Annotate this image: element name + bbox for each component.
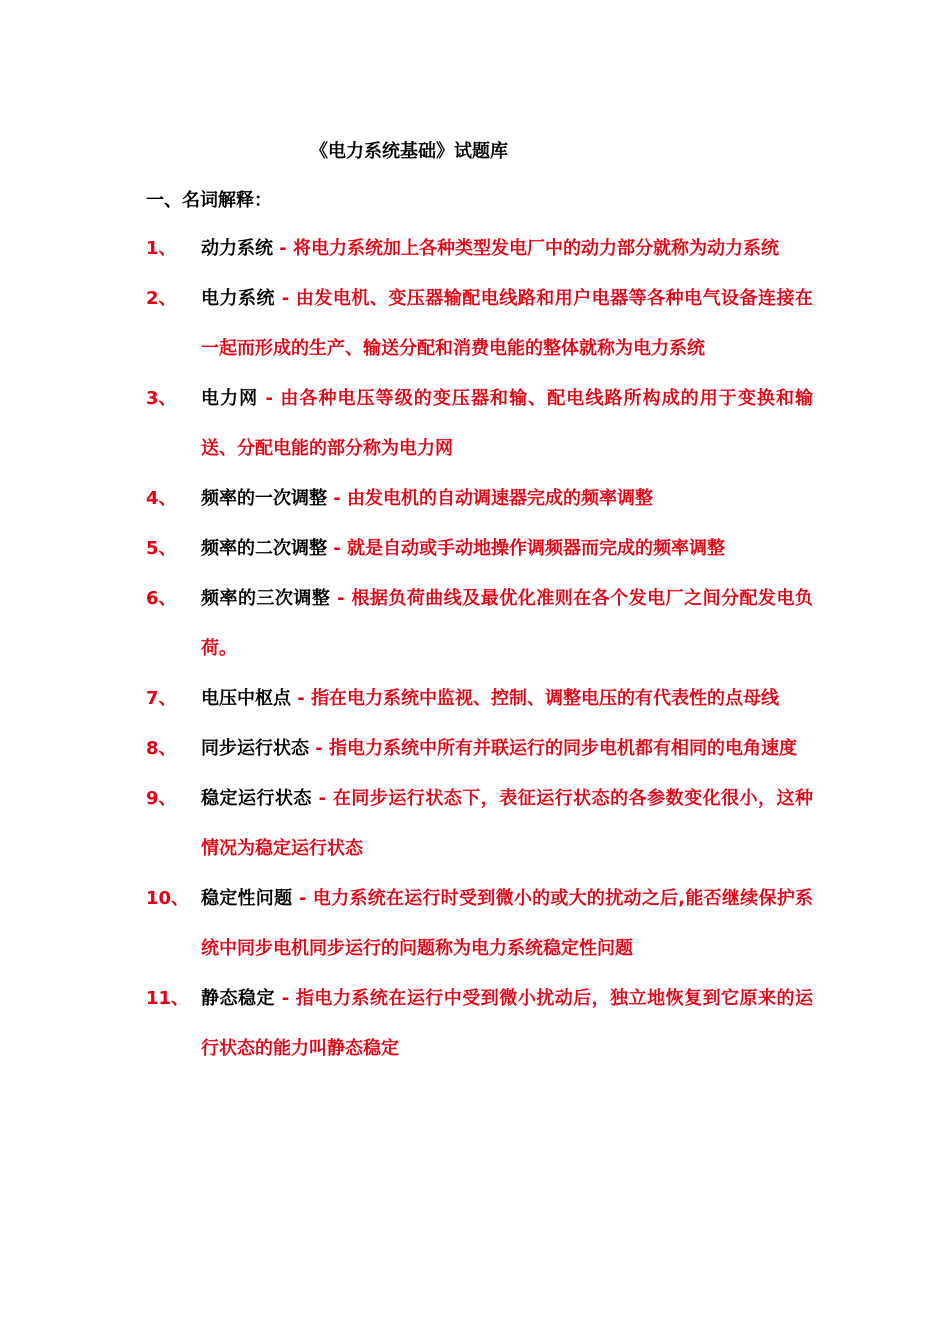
item-separator: - [327,488,348,509]
section-heading: 一、名词解释： [146,190,272,211]
item-separator: - [327,538,348,559]
item-definition: 由发电机、变压器输配电线路和用户电器等各种电气设备连接在一起而形成的生产、输送分配和消费电能的整体就称为电力系统 [201,288,813,359]
item-body [201,224,813,274]
list-item [0,374,950,474]
item-number: 1、 [146,238,177,259]
item-body [201,724,813,774]
list-item [0,974,950,1074]
item-body [201,274,813,374]
item-definition: 指在电力系统中监视、控制、调整电压的有代表性的点母线 [311,688,780,709]
item-separator: - [291,688,312,709]
item-term: 静态稳定 [201,988,275,1009]
list-item [0,524,950,574]
item-number: 2、 [146,288,177,309]
item-number: 10、 [146,888,190,909]
list-item [0,224,950,274]
list-item [0,474,950,524]
item-number: 11、 [146,988,190,1009]
term-list [0,224,950,1074]
item-number: 5、 [146,538,177,559]
list-item [0,874,950,974]
item-body [201,574,813,674]
item-body [201,474,813,524]
item-term: 频率的三次调整 [201,588,331,609]
list-item [0,774,950,874]
item-number: 8、 [146,738,177,759]
item-definition: 由发电机的自动调速器完成的频率调整 [347,488,654,509]
item-term: 动力系统 [201,238,273,259]
item-body [201,674,813,724]
item-definition: 指电力系统在运行中受到微小扰动后，独立地恢复到它原来的运行状态的能力叫静态稳定 [201,988,813,1059]
item-definition: 电力系统在运行时受到微小的或大的扰动之后,能否继续保护系统中同步电机同步运行的问题称为电力系统稳定性问题 [201,888,813,959]
item-body [201,874,813,974]
item-term: 电压中枢点 [201,688,291,709]
document-title: 《电力系统基础》试题库 [310,141,508,162]
list-item [0,724,950,774]
item-term: 电力网 [201,388,259,409]
item-separator: - [274,288,296,309]
item-term: 稳定性问题 [201,888,293,909]
item-number: 9、 [146,788,177,809]
item-term: 同步运行状态 [201,738,309,759]
item-body [201,524,813,574]
list-item [0,574,950,674]
item-separator: - [274,988,296,1009]
item-definition: 由各种电压等级的变压器和输、配电线路所构成的用于变换和输送、分配电能的部分称为电力网 [201,388,813,459]
item-term: 频率的一次调整 [201,488,327,509]
item-term: 稳定运行状态 [201,788,312,809]
item-separator: - [273,238,294,259]
item-number: 4、 [146,488,177,509]
item-number: 6、 [146,588,177,609]
list-item [0,674,950,724]
item-definition: 就是自动或手动地操作调频器而完成的频率调整 [347,538,726,559]
item-term: 电力系统 [201,288,275,309]
item-body [201,974,813,1074]
item-separator: - [311,788,333,809]
item-number: 7、 [146,688,177,709]
list-item [0,274,950,374]
item-definition: 指电力系统中所有并联运行的同步电机都有相同的电角速度 [329,738,798,759]
item-body [201,774,813,874]
item-definition: 将电力系统加上各种类型发电厂中的动力部分就称为动力系统 [293,238,780,259]
item-separator: - [258,388,281,409]
item-definition: 根据负荷曲线及最优化准则在各个发电厂之间分配发电负荷。 [201,588,813,659]
item-separator: - [292,888,313,909]
item-separator: - [330,588,352,609]
item-separator: - [309,738,330,759]
item-definition: 在同步运行状态下，表征运行状态的各参数变化很小，这种情况为稳定运行状态 [201,788,813,859]
item-number: 3、 [146,388,177,409]
item-term: 频率的二次调整 [201,538,327,559]
item-body [201,374,813,474]
